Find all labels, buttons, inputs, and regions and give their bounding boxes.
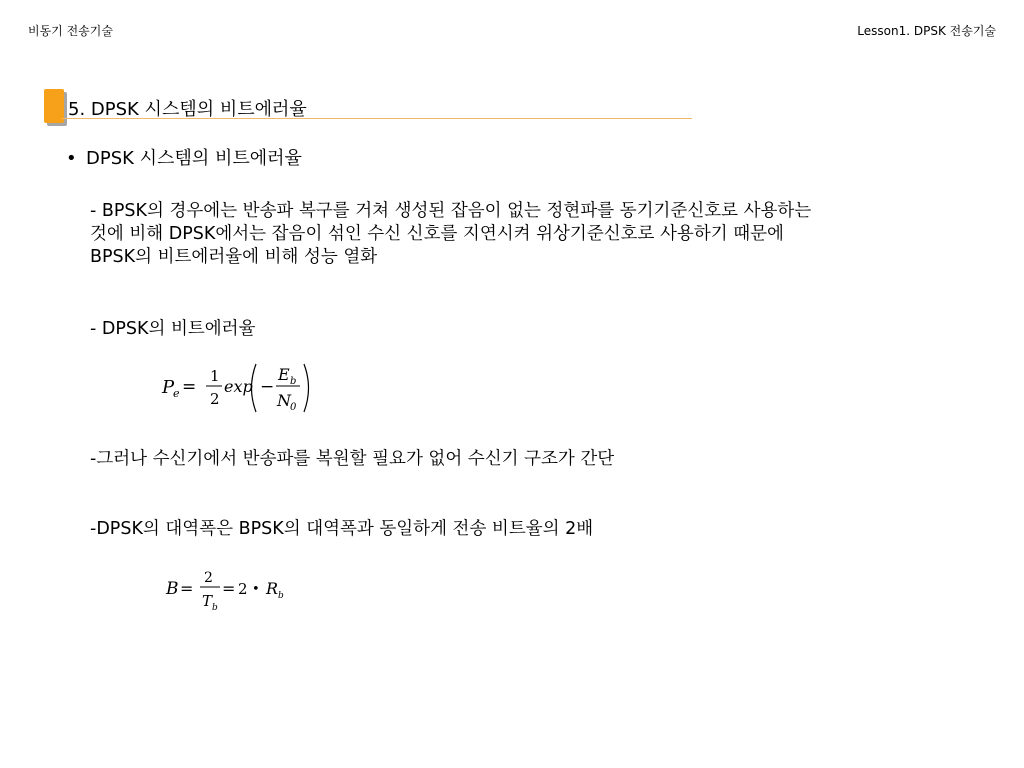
formula2-frac-den-sub: b (212, 603, 218, 613)
bandwidth-formula (164, 566, 304, 616)
formula2-equals: = (180, 579, 194, 598)
header-left-title: 비동기 전송기술 (28, 24, 113, 38)
formula-inner-den: N (277, 391, 291, 410)
slide-title: 5. DPSK 시스템의 비트에러율 (68, 99, 307, 120)
bullet-text: DPSK 시스템의 비트에러율 (86, 148, 302, 169)
formula-frac-den: 2 (210, 390, 220, 408)
paragraph-dpsk-ber: - DPSK의 비트에러율 (90, 319, 256, 339)
header-lesson-title: Lesson1. DPSK 전송기술 (857, 24, 996, 38)
paragraph-bpsk-comparison (90, 200, 811, 269)
formula2-frac-den: T (202, 592, 213, 610)
formula2-frac-num: 2 (204, 570, 213, 586)
formula-inner-den-sub: 0 (290, 402, 297, 413)
formula2-rhs-sub: b (278, 591, 284, 601)
formula-inner-num: E (278, 365, 290, 384)
formula-frac-num: 1 (210, 367, 220, 385)
paragraph-receiver-simple: -그러나 수신기에서 반송파를 복원할 필요가 없어 수신기 구조가 간단 (90, 449, 615, 469)
bullet-item (66, 144, 302, 170)
title-underline (62, 118, 692, 119)
formula-minus: − (260, 377, 275, 397)
title-marker-block (44, 89, 64, 123)
bullet-icon: • (66, 148, 77, 169)
formula-equals: = (182, 377, 197, 397)
formula2-equals-2: = (222, 579, 236, 598)
formula-lhs-sub: e (173, 387, 180, 400)
ber-formula (160, 360, 320, 416)
formula-inner-num-sub: b (290, 376, 297, 387)
paragraph-line: 것에 비해 DPSK에서는 잡음이 섞인 수신 신호를 지연시켜 위상기준신호로 사용하기 때문에 (90, 224, 784, 244)
formula-right-paren (304, 364, 309, 412)
formula2-lhs: B (166, 579, 179, 599)
formula-lhs: P (162, 377, 175, 398)
paragraph-line: BPSK의 비트에러율에 비해 성능 열화 (90, 247, 378, 267)
paragraph-bandwidth: -DPSK의 대역폭은 BPSK의 대역폭과 동일하게 전송 비트율의 2배 (90, 519, 594, 539)
formula2-factor: 2 (238, 580, 248, 598)
formula-func: exp (224, 377, 253, 396)
formula2-rhs: R (266, 579, 279, 598)
paragraph-line: - BPSK의 경우에는 반송파 복구를 거쳐 생성된 잡음이 없는 정현파를 동기기준신호로 사용하는 (90, 201, 812, 221)
formula2-dot: • (252, 582, 260, 597)
